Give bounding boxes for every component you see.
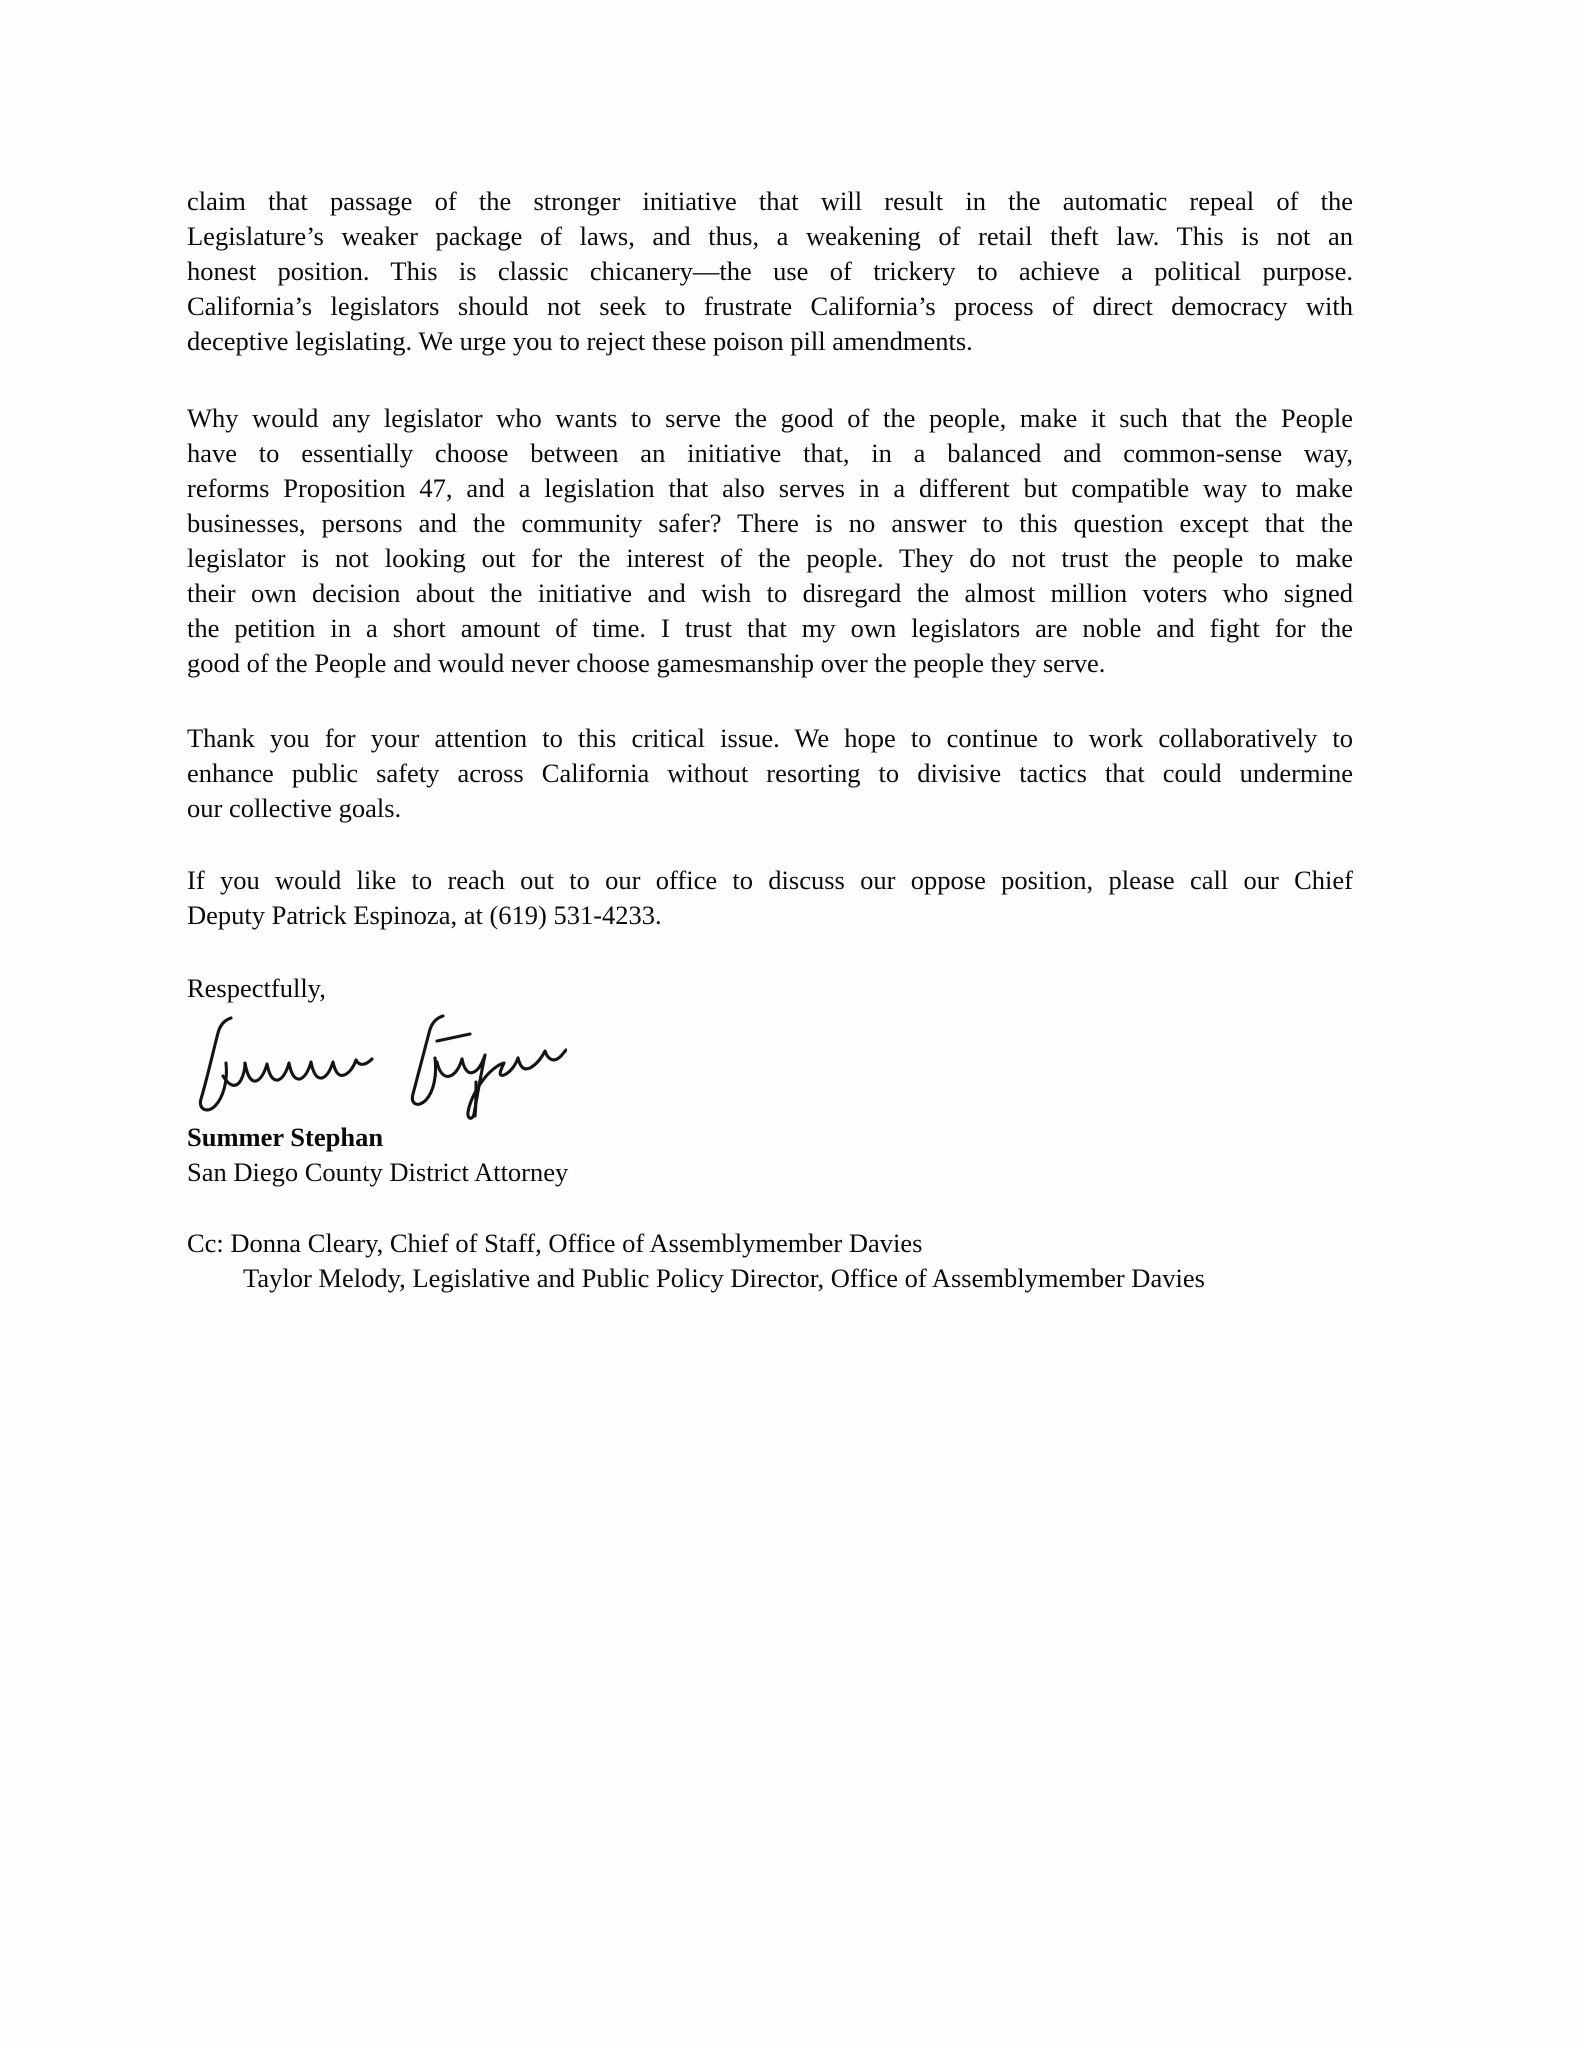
text-line: California’s legislators should not seek to frustrate California’s process of direct democracy with xyxy=(187,291,1353,321)
paragraph-contact xyxy=(187,863,1353,933)
signer-title: San Diego County District Attorney xyxy=(187,1157,569,1187)
text-line: Why would any legislator who wants to serve the good of the people, make it such that the People xyxy=(187,403,1353,433)
text-line: If you would like to reach out to our office to discuss our oppose position, please call our Chief xyxy=(187,865,1353,895)
text-line: the petition in a short amount of time. I trust that my own legislators are noble and fight for the xyxy=(187,613,1353,643)
text-line: have to essentially choose between an initiative that, in a balanced and common-sense way, xyxy=(187,438,1353,468)
text-line: businesses, persons and the community safer? There is no answer to this question except that the xyxy=(187,508,1353,538)
text-line: legislator is not looking out for the interest of the people. They do not trust the people to make xyxy=(187,543,1353,573)
closing-salutation: Respectfully, xyxy=(187,973,326,1003)
text-line: enhance public safety across California without resorting to divisive tactics that could undermine xyxy=(187,758,1353,788)
text-line: deceptive legislating. We urge you to reject these poison pill amendments. xyxy=(187,326,973,356)
text-line: honest position. This is classic chicanery—the use of trickery to achieve a political purpose. xyxy=(187,256,1353,286)
signature-block xyxy=(187,1120,1353,1190)
paragraph-why-legislator xyxy=(187,401,1353,681)
paragraph-thank-you xyxy=(187,721,1353,826)
text-line: claim that passage of the stronger initiative that will result in the automatic repeal of the xyxy=(187,186,1353,216)
text-line: our collective goals. xyxy=(187,793,402,823)
letter-body xyxy=(187,184,1353,1296)
text-line: their own decision about the initiative and wish to disregard the almost million voters who signed xyxy=(187,578,1353,608)
paragraph-poison-pill xyxy=(187,184,1353,359)
cc-line-1: Cc: Donna Cleary, Chief of Staff, Office of Assemblymember Davies xyxy=(187,1228,923,1258)
signer-name: Summer Stephan xyxy=(187,1122,384,1152)
signature-image xyxy=(187,1008,1353,1120)
text-line: Legislature’s weaker package of laws, and thus, a weakening of retail theft law. This is not an xyxy=(187,221,1353,251)
text-line: Deputy Patrick Espinoza, at (619) 531-4233. xyxy=(187,900,662,930)
text-line: reforms Proposition 47, and a legislation that also serves in a different but compatible way to make xyxy=(187,473,1353,503)
text-line: good of the People and would never choose gamesmanship over the people they serve. xyxy=(187,648,1106,678)
text-line: Thank you for your attention to this critical issue. We hope to continue to work collaboratively to xyxy=(187,723,1353,753)
cc-block xyxy=(187,1226,1353,1296)
cc-line-2: Taylor Melody, Legislative and Public Policy Director, Office of Assemblymember Davies xyxy=(243,1263,1205,1293)
